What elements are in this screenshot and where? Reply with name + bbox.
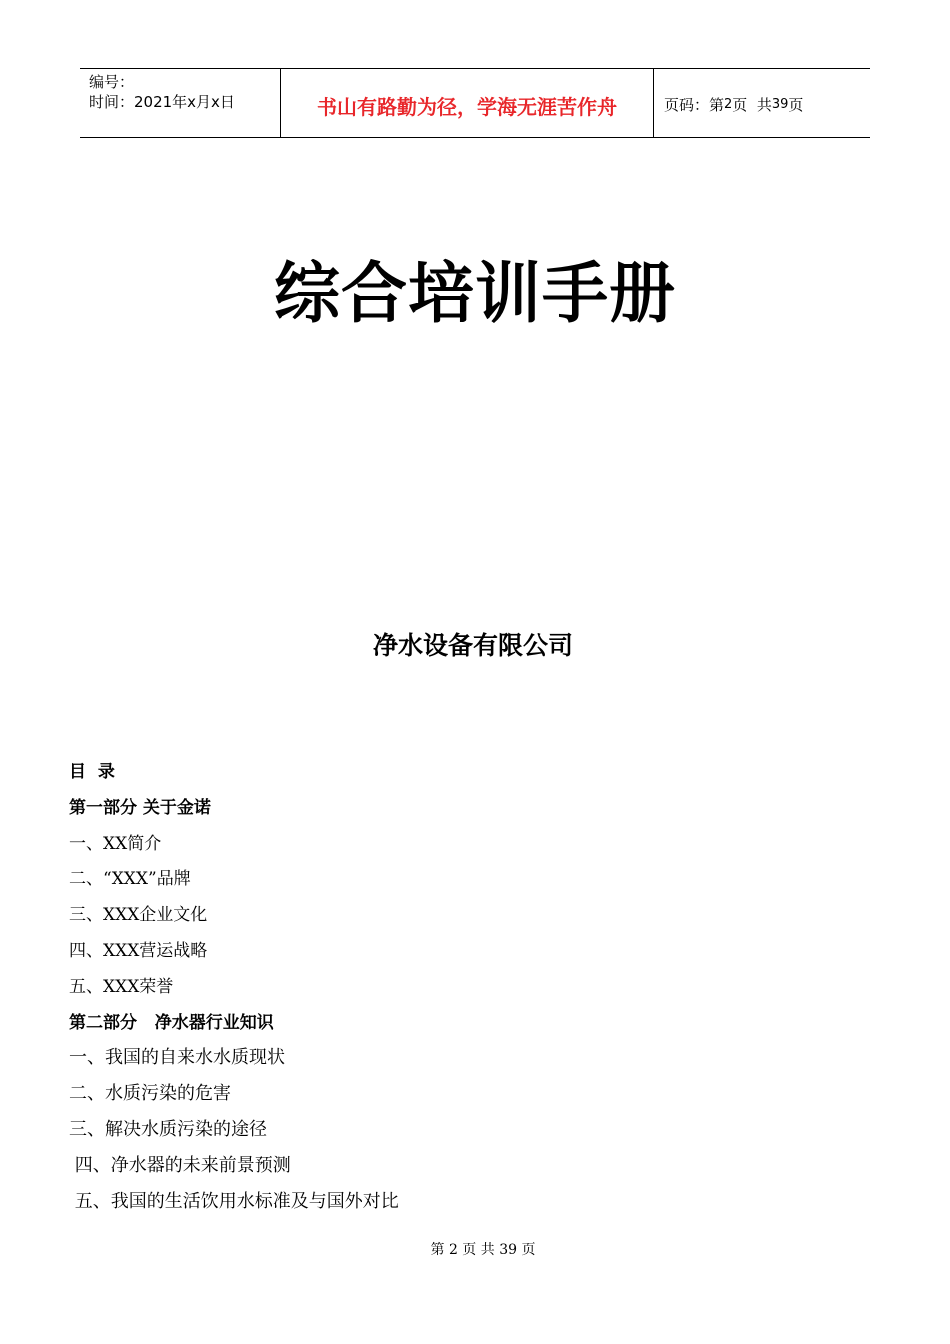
header-motto: 书山有路勤为径，学海无涯苦作舟: [317, 94, 617, 119]
toc-heading: 目 录: [69, 762, 115, 782]
toc-part-title: 第一部分 关于金诺: [69, 797, 211, 818]
header-time-label: 时间：2021年x月x日: [89, 93, 235, 111]
toc-item: 一、XX简介: [69, 833, 162, 854]
document-header: [80, 68, 870, 138]
toc-item: 二、水质污染的危害: [69, 1083, 231, 1105]
header-meta-cell: [80, 69, 281, 137]
toc-item: 四、净水器的未来前景预测: [69, 1154, 291, 1176]
toc-item: 三、解决水质污染的途径: [69, 1118, 267, 1140]
header-number-label: 编号：: [89, 73, 135, 91]
toc-item: 四、XXX营运战略: [69, 940, 208, 961]
footer-page-number: 第 2 页 共 39 页: [430, 1242, 536, 1258]
toc-item: 一、我国的自来水水质现状: [69, 1047, 285, 1069]
header-page-total: 39: [771, 96, 789, 112]
document-title: 综合培训手册: [274, 255, 676, 332]
header-page-cell: [654, 69, 870, 137]
page-footer: [0, 1240, 950, 1260]
table-of-contents: [69, 757, 769, 1222]
header-page-prefix: 页码：第: [664, 95, 725, 114]
toc-item: 五、我国的生活饮用水标准及与国外对比: [69, 1190, 399, 1212]
header-page-mid: 页 共: [732, 95, 772, 114]
toc-part-title: 第二部分 净水器行业知识: [69, 1012, 274, 1033]
toc-item: 五、XXX荣誉: [69, 976, 174, 997]
header-page-current: 2: [724, 96, 733, 112]
toc-item: 三、XXX企业文化: [69, 905, 208, 926]
toc-item: 二、“XXX”品牌: [69, 869, 191, 890]
company-name: 净水设备有限公司: [372, 631, 573, 660]
header-motto-cell: [281, 69, 654, 137]
header-page-suffix: 页: [788, 95, 804, 114]
